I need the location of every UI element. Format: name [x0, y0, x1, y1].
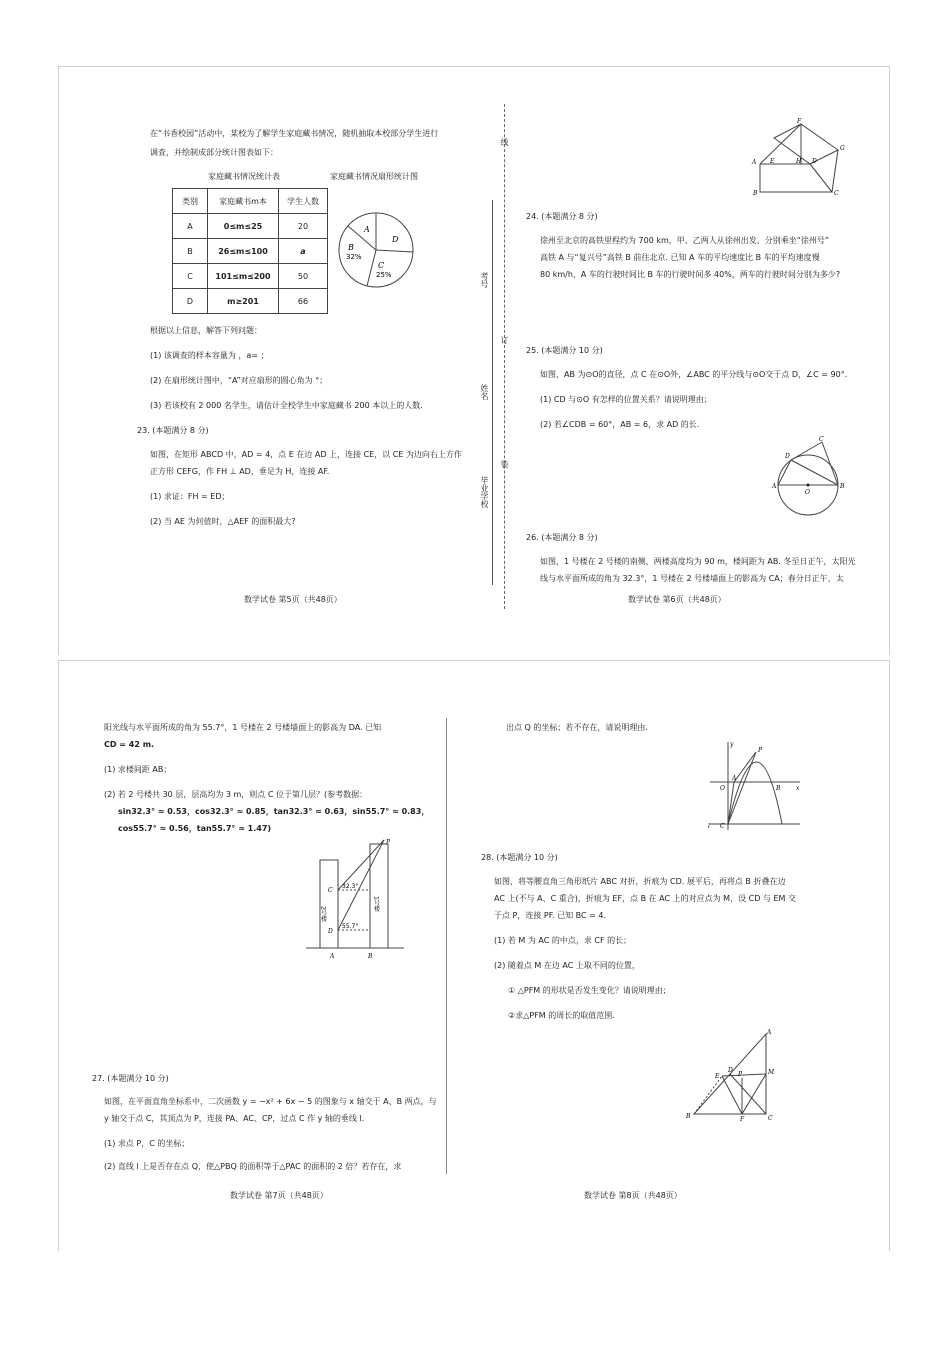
page-7-footer: 数学试卷 第7页（共48页） — [230, 1191, 328, 1200]
figure-label: F — [740, 1116, 745, 1123]
point-b-label: B — [368, 953, 373, 960]
q25-line: 如图，AB 为⊙O的直径，点 C 在⊙O外，∠ABC 的平分线与⊙O交于点 D，∠C = 90°. — [540, 370, 848, 379]
segment-dc — [791, 442, 822, 460]
q27-line: 如图，在平面直角坐标系中，二次函数 y = −x² + 6x − 5 的图象与 x 轴交于 A、B 两点，与 — [104, 1097, 437, 1106]
side-mark-pack: 装 — [500, 460, 509, 468]
square-rectangle-figure — [752, 120, 852, 195]
fold-ef — [722, 1076, 742, 1114]
page-5-footer: 数学试卷 第5页（共48页） — [244, 595, 342, 604]
side-mark-line: 线 — [500, 138, 509, 146]
table-cell: 66 — [279, 289, 328, 314]
page-divider — [446, 718, 447, 1174]
table-cell: 26≤m≤100 — [208, 239, 279, 264]
q28-heading: 28. (本题满分 10 分) — [481, 853, 558, 862]
q27-heading: 27. (本题满分 10 分) — [92, 1074, 169, 1083]
q28-line: (1) 若 M 为 AC 的中点，求 CF 的长； — [494, 936, 632, 945]
table-row — [173, 264, 328, 289]
figure-label: O — [720, 785, 725, 792]
figure-label: F — [797, 118, 802, 125]
table-cell: 0≤m≤25 — [208, 214, 279, 239]
q22-line: (1) 该调查的样本容量为 ，a= ； — [150, 351, 269, 360]
figure-label: A — [732, 775, 737, 782]
segment-cp — [728, 752, 756, 824]
pie-label-b: B — [348, 243, 354, 252]
q28-line: 于点 P，连接 PF. 已知 BC = 4. — [494, 911, 607, 920]
figure-label: y — [730, 741, 734, 748]
figure-label: C — [768, 1115, 773, 1122]
q24-heading: 24. (本题满分 8 分) — [526, 212, 598, 221]
q28-line: (2) 随着点 M 在边 AC 上取不同的位置， — [494, 961, 640, 970]
figure-label: B — [776, 785, 781, 792]
table-cell: a — [279, 239, 328, 264]
q26-cont-line: (2) 若 2 号楼共 30 层，层高均为 3 m，则点 C 位于第几层？(参考数据： — [104, 790, 368, 799]
q22-line: 根据以上信息，解答下列问题： — [150, 326, 262, 335]
q26-cont-line: sin32.3° ≈ 0.53，cos32.3° ≈ 0.85，tan32.3° ≈ 0.63，sin55.7° ≈ 0.83， — [118, 807, 430, 816]
figure-label: D — [728, 1067, 733, 1074]
angle-323-label: 32.3° — [342, 883, 359, 890]
q26-line: 线与水平面所成的角为 32.3°，1 号楼在 2 号楼墙面上的影高为 CA；春分日正午，太 — [540, 574, 844, 583]
figure-label: B — [753, 190, 758, 197]
table-cell: m≥201 — [208, 289, 279, 314]
table-cell: 50 — [279, 264, 328, 289]
table-header-cell: 家庭藏书m本 — [208, 189, 279, 214]
q27-line: (1) 求点 P，C 的坐标； — [104, 1139, 190, 1148]
q24-line: 徐州至北京的高铁里程约为 700 km，甲、乙两人从徐州出发，分别乘坐“徐州号” — [540, 236, 830, 245]
figure-label: x — [796, 785, 800, 792]
figure-label: P — [758, 747, 763, 754]
figure-label: A — [772, 483, 777, 490]
folding-triangle-figure — [686, 1028, 786, 1122]
table-cell: A — [173, 214, 208, 239]
figure-label: C — [834, 190, 839, 197]
q26-line: 如图，1 号楼在 2 号楼的南侧，两楼高度均为 90 m，楼间距为 AB. 冬至日正午，太阳光 — [540, 557, 856, 566]
q24-line: 高铁 A 与“复兴号”高铁 B 前往北京. 已知 A 车的平均速度比 B 车的平均速度慢 — [540, 253, 820, 262]
page-8-footer: 数学试卷 第8页（共48页） — [584, 1191, 682, 1200]
q23-line: (1) 求证：FH = ED； — [150, 492, 230, 501]
table-row — [173, 289, 328, 314]
building-1-label: 1号楼 — [372, 896, 380, 912]
pie-divider — [367, 250, 376, 286]
table-row — [173, 214, 328, 239]
segment-fm — [742, 1074, 766, 1114]
q22-intro-line-2: 调查，并绘制成部分统计图表如下： — [150, 148, 278, 157]
pie-label-c-percent: 25% — [376, 271, 392, 279]
side-label-exam-number: 考号 — [480, 272, 489, 288]
building-2-label: 2号楼 — [319, 906, 327, 922]
figure-label: A — [767, 1029, 772, 1036]
pie-label-d: D — [392, 235, 399, 244]
figure-label: l — [708, 823, 710, 830]
figure-label: D — [785, 453, 790, 460]
point-a-label: A — [330, 953, 335, 960]
segment-pa — [734, 752, 756, 782]
figure-label: A — [752, 159, 757, 166]
point-d-label: D — [328, 928, 333, 935]
q23-line: (2) 当 AE 为何值时，△AEF 的面积最大? — [150, 517, 296, 526]
figure-label: O — [805, 489, 810, 496]
q26-cont-line: (1) 求楼间距 AB； — [104, 765, 172, 774]
table-header-row — [173, 189, 328, 214]
table-cell: D — [173, 289, 208, 314]
q26-cont-line: CD = 42 m. — [104, 740, 155, 749]
figure-label: P — [738, 1071, 743, 1078]
figure-label: B — [840, 483, 845, 490]
info-line — [492, 200, 493, 585]
book-stat-table — [172, 188, 328, 314]
table-header-cell: 学生人数 — [279, 189, 328, 214]
q22-line: (3) 若该校有 2 000 名学生，请估计全校学生中家庭藏书 200 本以上的人数. — [150, 401, 423, 410]
segment-af — [760, 124, 801, 164]
point-p-label: P — [386, 839, 391, 846]
cut-line — [504, 104, 505, 609]
side-label-name: 姓名 — [480, 384, 489, 400]
center-point — [807, 484, 810, 487]
dashed-be — [694, 1076, 722, 1114]
table-cell: B — [173, 239, 208, 264]
q23-line: 正方形 CEFG，作 FH ⊥ AD，垂足为 H，连接 AF. — [150, 467, 330, 476]
table-title: 家庭藏书情况统计表 — [208, 172, 280, 181]
q23-heading: 23. (本题满分 8 分) — [137, 426, 209, 435]
table-cell: C — [173, 264, 208, 289]
q28-line: AC 上(不与 A、C 重合)，折痕为 EF，点 B 在 AC 上的对应点为 M，设 CD 与 EM 交 — [494, 894, 796, 903]
figure-label: M — [768, 1069, 775, 1076]
q27-line: y 轴交于点 C，其顶点为 P，连接 PA、AC、CP，过点 C 作 y 轴的垂线 l. — [104, 1114, 365, 1123]
pie-label-b-percent: 32% — [346, 253, 362, 261]
side-mark-order: 订 — [500, 336, 509, 344]
point-c-label: C — [328, 887, 333, 894]
q25-line: (2) 若∠CDB = 60°，AB = 6，求 AD 的长. — [540, 420, 700, 429]
q28-line: ②求△PFM 的周长的取值范围. — [508, 1011, 615, 1020]
q22-intro-line-1: 在“书香校园”活动中，某校为了解学生家庭藏书情况，随机抽取本校部分学生进行 — [150, 129, 439, 138]
q22-line: (2) 在扇形统计图中，“A”对应扇形的圆心角为 °； — [150, 376, 328, 385]
buildings-figure — [306, 836, 406, 958]
pie-chart-title: 家庭藏书情况扇形统计图 — [330, 172, 418, 181]
segment-bc — [822, 442, 838, 485]
parabola-curve — [728, 762, 782, 824]
parabola-figure — [706, 740, 804, 832]
q27-cont-line: 出点 Q 的坐标；若不存在，请说明理由. — [506, 723, 648, 732]
figure-label: B — [686, 1113, 691, 1120]
q28-line: ① △PFM 的形状是否发生变化？请说明理由； — [508, 986, 671, 995]
table-cell: 101≤m≤200 — [208, 264, 279, 289]
q26-heading: 26. (本题满分 8 分) — [526, 533, 598, 542]
figure-label: E — [770, 158, 775, 165]
table-header-cell: 类别 — [173, 189, 208, 214]
q26-cont-line: cos55.7° ≈ 0.56，tan55.7° ≈ 1.47) — [118, 824, 272, 833]
segment-ad — [778, 460, 791, 485]
figure-label: H — [796, 158, 802, 165]
table-cell: 20 — [279, 214, 328, 239]
fold-cd — [730, 1074, 766, 1114]
q25-heading: 25. (本题满分 10 分) — [526, 346, 603, 355]
q27-line: (2) 直线 l 上是否存在点 Q，使△PBQ 的面积等于△PAC 的面积的 2 倍？若存在，求 — [104, 1162, 402, 1171]
pie-label-a: A — [364, 225, 370, 234]
q26-cont-line: 阳光线与水平面所成的角为 55.7°，1 号楼在 2 号楼墙面上的影高为 DA. 已知 — [104, 723, 382, 732]
figure-label: E — [715, 1073, 720, 1080]
table-row — [173, 239, 328, 264]
figure-label: C — [720, 823, 725, 830]
q23-line: 如图，在矩形 ABCD 中，AD = 4，点 E 在边 AD 上，连接 CE，以 CE 为边向右上方作 — [150, 450, 462, 459]
segment-gc — [832, 150, 838, 192]
segment-ce — [810, 164, 832, 192]
segment-db — [791, 460, 838, 485]
pie-divider — [376, 250, 413, 252]
q28-line: 如图，将等腰直角三角形纸片 ABC 对折，折痕为 CD. 展平后，再将点 B 折叠在边 — [494, 877, 786, 886]
angle-557-label: 55.7° — [342, 923, 359, 930]
figure-label: G — [840, 145, 845, 152]
q25-line: (1) CD 与⊙O 有怎样的位置关系？请说明理由； — [540, 395, 712, 404]
figure-label: C — [819, 436, 824, 443]
page-6-footer: 数学试卷 第6页（共48页） — [628, 595, 726, 604]
pie-label-c: C — [378, 261, 385, 270]
side-label-school: 毕业学校 — [480, 476, 489, 508]
circle-figure — [772, 436, 850, 506]
figure-label: D — [812, 158, 817, 165]
square-cefg — [774, 124, 838, 164]
q24-line: 80 km/h，A 车的行驶时间比 B 车的行驶时间多 40%，两车的行驶时间分别为多少? — [540, 270, 841, 279]
pie-chart — [336, 210, 416, 290]
